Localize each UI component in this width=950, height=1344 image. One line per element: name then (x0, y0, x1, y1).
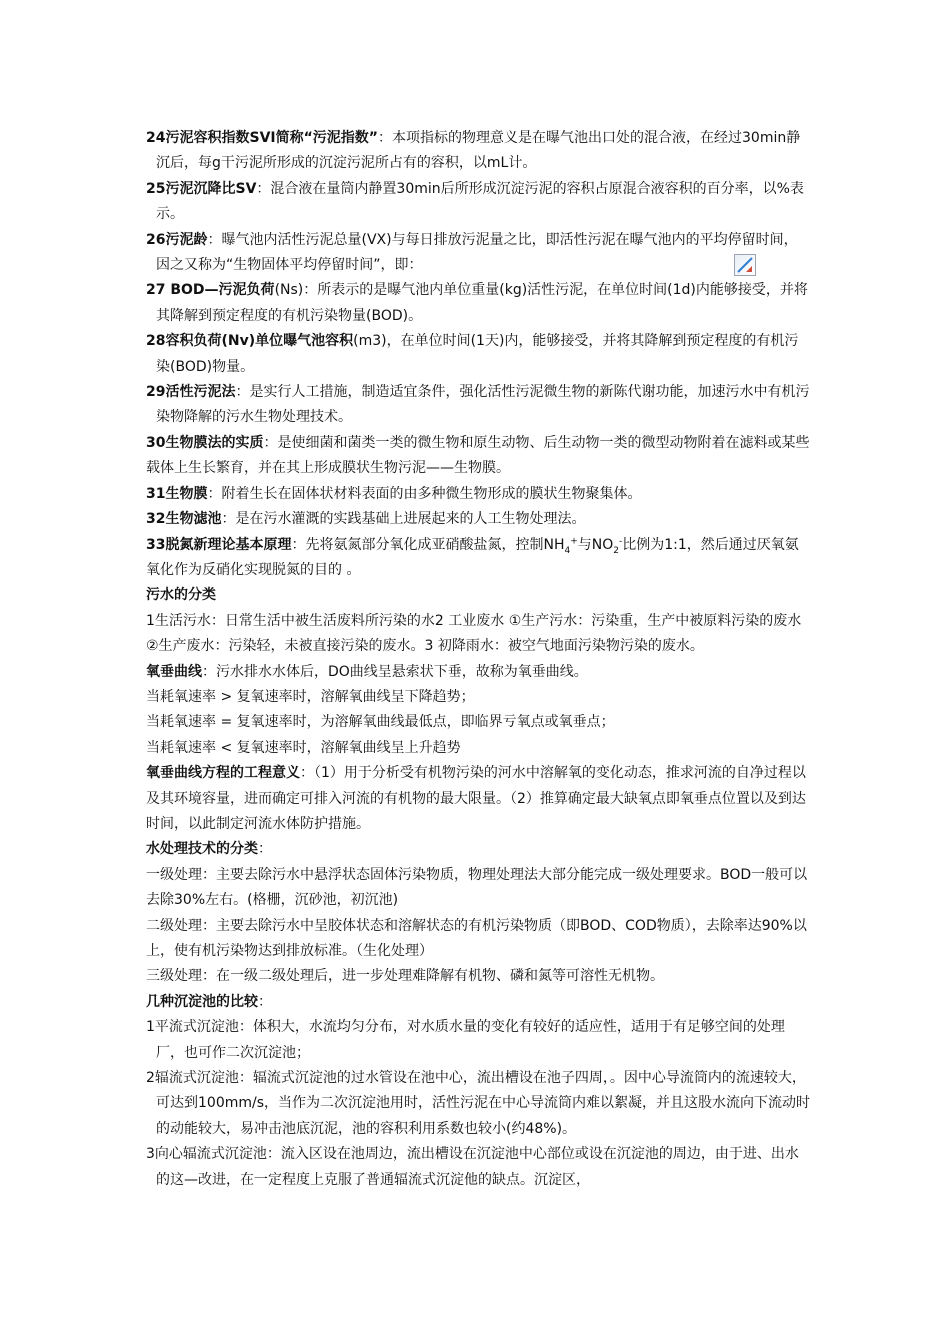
tank-item: 2辐流式沉淀池：辐流式沉淀池的过水管设在池中心，流出槽设在池子四周，。因中心导流筒内的流速较大，可达到100mm/s，当作为二次沉淀池用时，活性污泥在中心导流筒内难以絮凝，并且这股水流向下流动时的动能较大，易冲击池底沉泥，池的容积利用系数也较小(约48%)。 (146, 1070, 811, 1137)
definition-24 (146, 126, 810, 177)
definition-29 (146, 380, 810, 431)
definition-text: (Ns)：所表示的是曝气池内单位重量(kg)活性污泥，在单位时间(1d)内能够接受，并将其降解到预定程度的有机污染物量(BOD)。 (156, 282, 808, 324)
term-label: 氧垂曲线 (146, 663, 202, 680)
definition-25 (146, 177, 810, 228)
definition-31 (146, 482, 810, 507)
section-heading-treatment (146, 837, 810, 862)
definition-text: ：是使细菌和菌类一类的微生物和原生动物、后生动物一类的微型动物附着在滤料或某些载体上生长繁育，并在其上形成膜状生物污泥——生物膜。 (146, 434, 810, 477)
definition-text: 比例为1:1，然后通过厌氧氨氧化作为反硝化实现脱氮的目的 。 (146, 536, 799, 578)
definition-26 (146, 228, 810, 279)
definition-28 (146, 329, 810, 380)
term-label: 28容积负荷(Nv)单位曝气池容积 (146, 333, 354, 350)
definition-32 (146, 507, 810, 532)
section-heading-wastewater: 污水的分类 (146, 587, 216, 604)
term-label: 氧垂曲线方程的工程意义 (146, 765, 300, 782)
term-label: 29活性污泥法 (146, 384, 236, 401)
definition-text: ：混合液在量筒内静置30min后所形成沉淀污泥的容积占原混合液容积的百分率，以%表示。 (156, 180, 804, 223)
definition-text: ：是在污水灌溉的实践基础上进展起来的人工生物处理法。 (221, 511, 586, 528)
term-label: 24污泥容积指数SVI简称“污泥指数” (146, 130, 379, 146)
term-label: 32生物滤池 (146, 511, 222, 528)
definition-text: ：污水排水水体后，DO曲线呈悬索状下垂，故称为氧垂曲线。 (202, 663, 588, 680)
term-label: 27 BOD—污泥负荷 (146, 282, 275, 299)
oxygen-sag-equation-significance (146, 761, 810, 837)
definition-text: ：（1）用于分析受有机物污染的河水中溶解氧的变化动态，推求河流的自净过程以及其环境容量，进而确定可排入河流的有机物的最大限量。（2）推算确定最大缺氧点即氧垂点位置以及到达时间，以此制定河流水体防护措施。 (146, 765, 806, 832)
oxygen-sag-line: 当耗氧速率 = 复氧速率时，为溶解氧曲线最低点，即临界亏氧点或氧垂点； (146, 714, 615, 731)
heading-text: 水处理技术的分类 (146, 841, 258, 858)
document-body (146, 126, 810, 1193)
treatment-level: 一级处理：主要去除污水中悬浮状态固体污染物质，物理处理法大部分能完成一级处理要求。BOD一般可以去除30%左右。(格栅，沉砂池，初沉池) (146, 866, 808, 909)
term-label: 30生物膜法的实质 (146, 434, 264, 451)
term-label: 31生物膜 (146, 485, 208, 502)
tank-item: 3向心辐流式沉淀池：流入区设在池周边，流出槽设在沉淀池中心部位或设在沉淀池的周边，由于进、出水的这—改进，在一定程度上克服了普通辐流式沉淀他的缺点。沉淀区， (146, 1146, 799, 1188)
definition-text: ：先将氨氮部分氧化成亚硝酸盐氮，控制NH (291, 536, 565, 553)
treatment-level: 三级处理：在一级二级处理后，进一步处理难降解有机物、磷和氮等可溶性无机物。 (146, 968, 664, 985)
oxygen-sag-line: 当耗氧速率 > 复氧速率时，溶解氧曲线呈下降趋势； (146, 688, 475, 705)
heading-colon: ： (258, 841, 272, 858)
definition-text: ：本项指标的物理意义是在曝气池出口处的混合液，在经过30min静沉后，每g干污泥所形成的沉淀污泥所占有的容积，以mL计。 (156, 130, 801, 172)
term-label: 33脱氮新理论基本原理 (146, 536, 292, 553)
subscript: 4 (564, 545, 571, 556)
definition-text: ：是实行人工措施，制造适宜条件，强化活性污泥微生物的新陈代谢功能，加速污水中有机污染物降解的污水生物处理技术。 (156, 384, 810, 426)
definition-27 (146, 278, 810, 329)
definition-text: ：曝气池内活性污泥总量(VX)与每日排放污泥量之比，即活性污泥在曝气池内的平均停留时间，因之又称为“生物固体平均停留时间”，即： (156, 231, 798, 274)
term-label: 26污泥龄 (146, 231, 208, 248)
definition-30 (146, 431, 810, 482)
tank-item: 1平流式沉淀池：体积大，水流均匀分布，对水质水量的变化有较好的适应性，适用于有足够空间的处理厂，也可作二次沉淀池； (146, 1019, 785, 1061)
oxygen-sag-line: 当耗氧速率 < 复氧速率时，溶解氧曲线呈上升趋势 (146, 739, 461, 756)
superscript: - (619, 535, 623, 546)
oxygen-sag-definition (146, 660, 810, 685)
heading-text: 几种沉淀池的比较 (146, 993, 258, 1010)
definition-33 (146, 533, 810, 584)
section-heading-tanks (146, 990, 810, 1015)
superscript: + (570, 535, 578, 546)
heading-colon: ： (258, 993, 272, 1010)
term-label: 25污泥沉降比SV (146, 180, 257, 197)
definition-text: ：附着生长在固体状材料表面的由多种微生物形成的膜状生物聚集体。 (207, 485, 642, 502)
subscript: 2 (613, 545, 619, 556)
wastewater-classification-text: 1生活污水：日常生活中被生活废料所污染的水2 工业废水 ①生产污水：污染重，生产中被原料污染的废水②生产废水：污染轻，未被直接污染的废水。3 初降雨水：被空气地面污染物污染的废水。 (146, 612, 802, 655)
definition-text: 与NO (577, 536, 614, 553)
definition-text: (m3)，在单位时间(1天)内，能够接受，并将其降解到预定程度的有机污染(BOD)物量。 (156, 333, 799, 375)
treatment-level: 二级处理：主要去除污水中呈胶体状态和溶解状态的有机污染物质（即BOD、COD物质），去除率达90%以上，使有机污染物达到排放标准。（生化处理） (146, 917, 807, 959)
